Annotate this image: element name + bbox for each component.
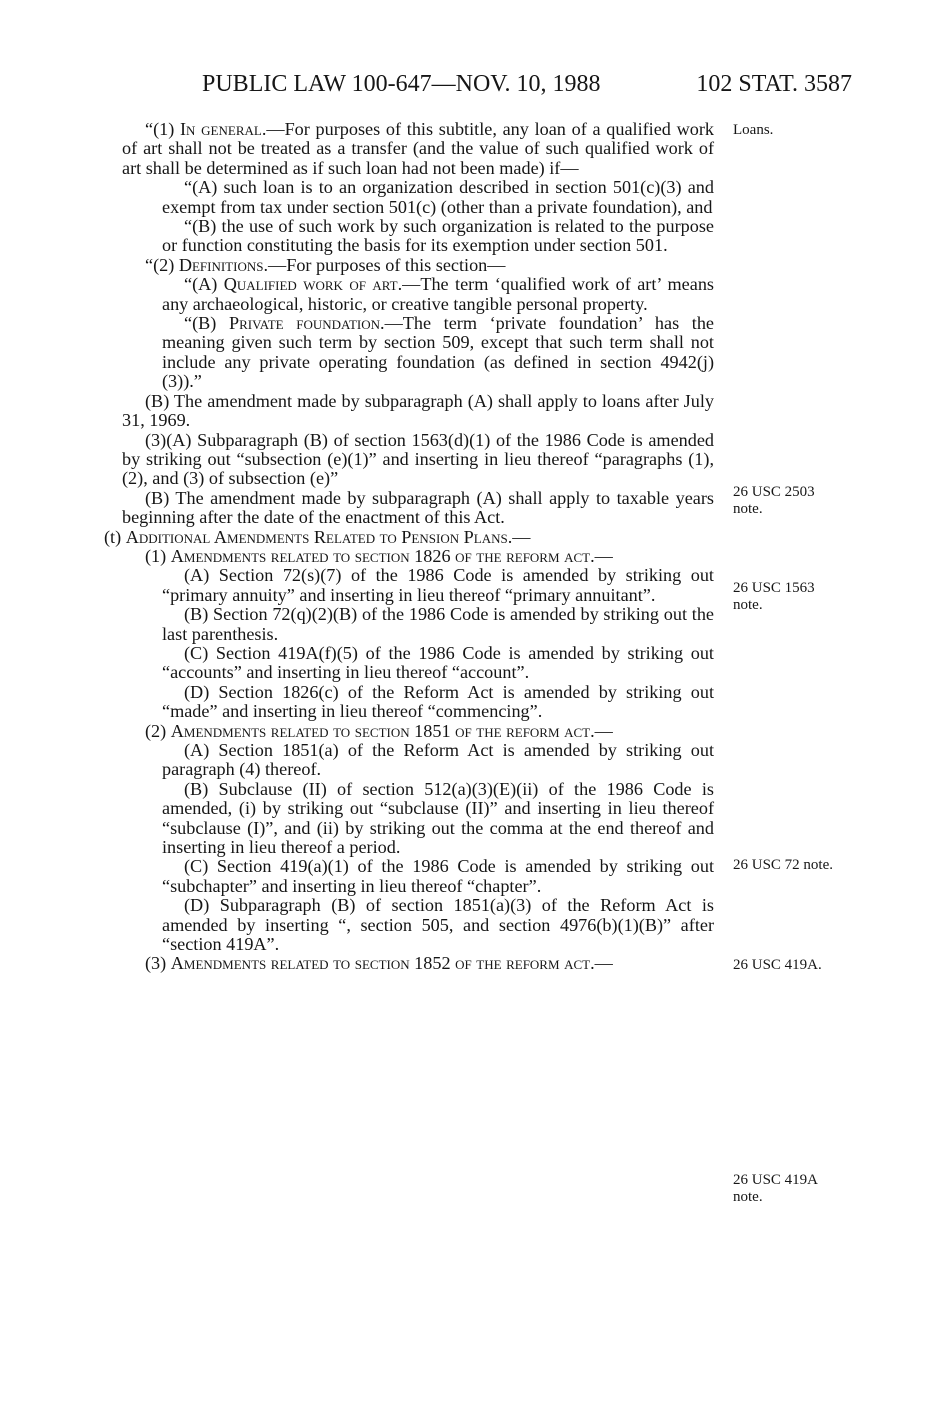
margin-note: 26 USC 419A. bbox=[733, 957, 822, 973]
paragraph: (2) Amendments related to section 1851 of the reform act.— bbox=[145, 720, 613, 741]
margin-note: 26 USC 2503 note. bbox=[733, 484, 815, 517]
margin-note: Loans. bbox=[733, 122, 774, 138]
paragraph: “(1) In general.—For purposes of this subtitle, any loan of a qualified work of art shall not be treated as a transfer (and the value of such qualified work of art shall be determined as if such loan had not been made) if— bbox=[122, 119, 714, 178]
paragraph: “(B) the use of such work by such organization is related to the purpose or function constituting the basis for its exemption under section 501. bbox=[162, 216, 714, 256]
paragraph: “(B) Private foundation.—The term ‘private foundation’ has the meaning given such term by section 509, except that such term shall not include any private operating foundation (as defined in section 4942(j)(3)).” bbox=[162, 313, 714, 392]
paragraph: “(2) Definitions.—For purposes of this section— bbox=[145, 254, 506, 275]
margin-note: 26 USC 1563 note. bbox=[733, 580, 815, 613]
paragraph: (C) Section 419A(f)(5) of the 1986 Code is amended by striking out “accounts” and inserting in lieu thereof “account”. bbox=[162, 642, 714, 683]
paragraph: (A) Section 1851(a) of the Reform Act is amended by striking out paragraph (4) thereof. bbox=[162, 740, 714, 780]
paragraph: (A) Section 72(s)(7) of the 1986 Code is amended by striking out “primary annuity” and inserting in lieu thereof “primary annuitant”. bbox=[162, 565, 714, 605]
paragraph: “(A) Qualified work of art.—The term ‘qualified work of art’ means any archaeological, historic, or creative tangible personal property. bbox=[162, 274, 715, 314]
paragraph: (B) Section 72(q)(2)(B) of the 1986 Code is amended by striking out the last parenthesis. bbox=[162, 604, 714, 644]
paragraph: (3)(A) Subparagraph (B) of section 1563(d)(1) of the 1986 Code is amended by striking out “subsection (e)(1)” and inserting in lieu thereof “paragraphs (1), (2), and (3) of subsection (e)” bbox=[122, 429, 714, 489]
page-header-title: PUBLIC LAW 100-647—NOV. 10, 1988 bbox=[202, 71, 601, 97]
paragraph: “(A) such loan is to an organization described in section 501(c)(3) and exempt from tax under section 501(c) (other than a private foundation), and bbox=[162, 177, 714, 217]
page-header-stat: 102 STAT. 3587 bbox=[696, 71, 852, 97]
paragraph: (3) Amendments related to section 1852 of the reform act.— bbox=[145, 953, 613, 974]
paragraph: (B) The amendment made by subparagraph (A) shall apply to loans after July 31, 1969. bbox=[122, 390, 714, 431]
paragraph: (B) The amendment made by subparagraph (A) shall apply to taxable years beginning after the date of the enactment of this Act. bbox=[122, 487, 714, 528]
paragraph: (t) Additional Amendments Related to Pension Plans.— bbox=[104, 526, 531, 547]
margin-note: 26 USC 72 note. bbox=[733, 857, 834, 873]
paragraph: (D) Section 1826(c) of the Reform Act is amended by striking out “made” and inserting in lieu thereof “commencing”. bbox=[162, 681, 714, 722]
body-text bbox=[104, 118, 715, 974]
paragraph: (C) Section 419(a)(1) of the 1986 Code is amended by striking out “subchapter” and inserting in lieu thereof “chapter”. bbox=[162, 856, 714, 896]
paragraph: (B) Subclause (II) of section 512(a)(3)(E)(ii) of the 1986 Code is amended, (i) by striking out “subclause (II)” and inserting in lieu thereof “subclause (I)”, and (ii) by striking out the comma at the end thereof and inserting in lieu thereof a period. bbox=[162, 778, 714, 858]
paragraph: (1) Amendments related to section 1826 of the reform act.— bbox=[145, 545, 613, 566]
margin-note: 26 USC 419A note. bbox=[733, 1172, 819, 1205]
paragraph: (D) Subparagraph (B) of section 1851(a)(3) of the Reform Act is amended by inserting “, section 505, and section 4976(b)(1)(B)” after “section 419A”. bbox=[162, 895, 714, 955]
